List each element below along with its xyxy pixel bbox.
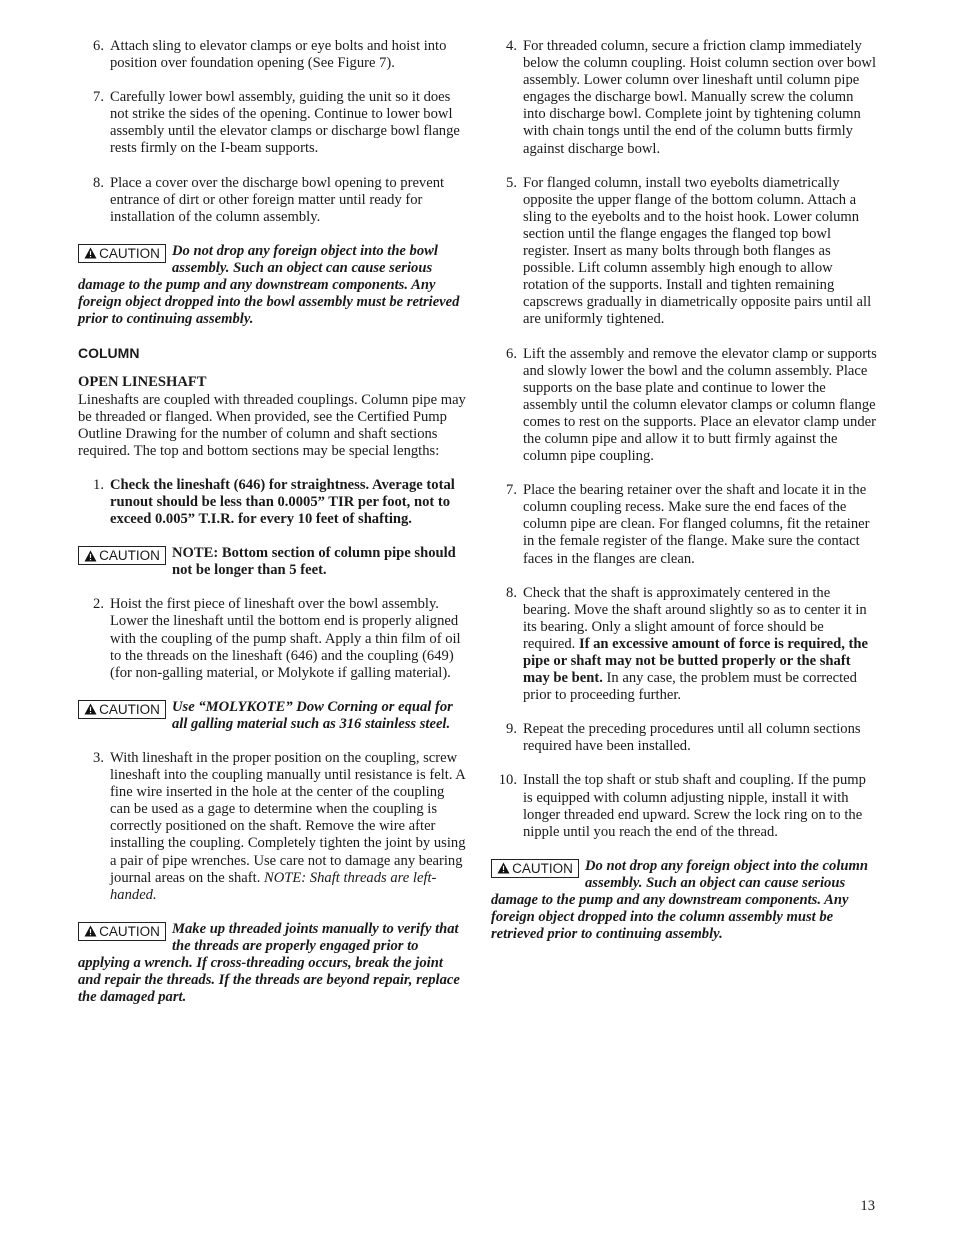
list-item <box>491 38 879 158</box>
subsection-heading: OPEN LINESHAFT <box>78 374 207 391</box>
list-item <box>78 38 466 72</box>
list-item <box>78 750 466 904</box>
caution-text: Use “MOLYKOTE” Dow Corning or equal for all galling material such as 316 stainless steel. <box>172 698 453 732</box>
warning-triangle-icon <box>84 550 97 562</box>
caution-notice <box>491 858 879 943</box>
warning-triangle-icon <box>497 862 510 874</box>
caution-label: CAUTION <box>99 923 160 939</box>
intro-paragraph: Lineshafts are coupled with threaded couplings. Column pipe may be threaded or flanged. When provided, see the Certified Pump Outline Drawing for the number of column and shaft sections required. The top and bottom sections may be special lengths: <box>78 391 466 459</box>
list-number: 6. <box>93 38 104 54</box>
left-column <box>78 38 466 1023</box>
caution-notice <box>78 243 466 328</box>
list-note: NOTE: Shaft threads are left-handed. <box>110 869 437 903</box>
warning-triangle-icon <box>84 703 97 715</box>
list-text: Install the top shaft or stub shaft and coupling. If the pump is equipped with column adjusting nipple, install it with longer threaded end upward. Screw the lock ring on to the nipple until you reach the end of the thread. <box>523 772 866 840</box>
list-text: In any case, the problem must be corrected prior to proceeding further. <box>523 670 857 704</box>
list-text: Repeat the preceding procedures until all column sections required have been installed. <box>523 721 861 755</box>
caution-text: Do not drop any foreign object into the bowl assembly. Such an object can cause serious damage to the pump and any downstream components. Any foreign object dropped into the bowl assembly must be retrieved prior to continuing assembly. <box>78 242 460 328</box>
list-text: With lineshaft in the proper position on the coupling, screw lineshaft into the coupling manually until resistance is felt. A fine wire inserted in the hole at the center of the coupling can be used as a gage to determine when the coupling is correctly positioned on the shaft. Remove the wire after installing the coupling. Completely tighten the joint by using a pair of pipe wrenches. Use care not to damage any bearing journal areas on the shaft. <box>110 750 466 886</box>
list-number: 8. <box>93 174 104 191</box>
list-item <box>491 721 879 755</box>
list-number: 8. <box>506 584 517 601</box>
list-item <box>78 477 466 528</box>
warning-triangle-icon <box>84 925 97 937</box>
caution-notice <box>78 699 466 733</box>
list-text: For threaded column, secure a friction clamp immediately below the column coupling. Hoist column section over bowl assembly. Lower column over lineshaft until column pipe engages the discharge bowl. Manually screw the column into discharge bowl. Complete joint by tightening column with chain tongs until the end of the column butts firmly against discharge bowl. <box>523 38 877 157</box>
list-item <box>78 596 466 681</box>
caution-badge <box>78 922 166 941</box>
list-number: 1. <box>93 476 104 493</box>
list-text: Hoist the first piece of lineshaft over the bowl assembly. Lower the lineshaft until the bottom end is properly aligned with the coupling of the pump shaft. Apply a thin film of oil to the threads on the lineshaft (646) and the coupling (649) (for non-galling material, or Molykote if galling material). <box>110 596 461 681</box>
list-item <box>491 482 879 567</box>
list-number: 5. <box>506 174 517 191</box>
list-text: Attach sling to elevator clamps or eye bolts and hoist into position over foundation opening (See Figure 7). <box>110 38 447 72</box>
right-column <box>491 38 879 960</box>
caution-label: CAUTION <box>99 245 160 261</box>
list-number: 4. <box>506 38 517 54</box>
list-text-emphasis: If an excessive amount of force is required, the pipe or shaft may not be butted properly or the shaft may be bent. <box>523 635 868 687</box>
list-item <box>491 585 879 705</box>
list-item <box>491 772 879 840</box>
warning-triangle-icon <box>84 247 97 259</box>
list-item <box>78 175 466 226</box>
caution-label: CAUTION <box>99 701 160 717</box>
caution-text: NOTE: Bottom section of column pipe should not be longer than 5 feet. <box>172 545 456 579</box>
list-text: Carefully lower bowl assembly, guiding the unit so it does not strike the sides of the opening. Continue to lower bowl assembly until the elevator clamps or discharge bowl flange rests firmly on the I-beam supports. <box>110 89 460 157</box>
list-text: Check that the shaft is approximately centered in the bearing. Move the shaft around slightly so as to center it in its bearing. Only a slight amount of force should be required. <box>523 584 867 652</box>
caution-badge <box>78 546 166 565</box>
list-number: 7. <box>506 482 517 499</box>
caution-label: CAUTION <box>99 547 160 563</box>
list-number: 3. <box>93 750 104 766</box>
list-number: 2. <box>93 596 104 613</box>
list-number: 6. <box>506 345 517 362</box>
list-item <box>78 89 466 157</box>
section-title: COLUMN <box>78 345 140 362</box>
caution-text: Do not drop any foreign object into the column assembly. Such an object can cause serious damage to the pump and any downstream components. Any foreign object dropped into the column assembly must be retrieved prior to continuing assembly. <box>491 857 868 943</box>
list-number: 10. <box>498 772 517 789</box>
caution-badge <box>491 859 579 878</box>
list-item <box>491 346 879 466</box>
list-text: Lift the assembly and remove the elevator clamp or supports and slowly lower the bowl and the column assembly. Place supports on the base plate and continue to lower the assembly until the column elevator clamps or column flange comes to rest on the supports. Place an elevator clamp under the column pipe and allow it to butt firmly against the column pipe coupling. <box>523 345 877 465</box>
list-item <box>491 175 879 329</box>
caution-text: Make up threaded joints manually to verify that the threads are properly engaged prior to applying a wrench. If cross-threading occurs, break the joint and repair the threads. If the threads are beyond repair, replace the damaged part. <box>78 920 460 1006</box>
caution-badge <box>78 244 166 263</box>
list-text: Check the lineshaft (646) for straightness. Average total runout should be less than 0.0005” TIR per foot, not to exceed 0.005” T.I.R. for every 10 feet of shafting. <box>110 476 455 528</box>
caution-notice <box>78 545 466 579</box>
list-text: Place a cover over the discharge bowl opening to prevent entrance of dirt or other foreign matter until ready for installation of the column assembly. <box>110 174 445 225</box>
caution-label: CAUTION <box>512 860 573 876</box>
list-text: For flanged column, install two eyebolts diametrically opposite the upper flange of the bottom column. Attach a sling to the eyebolts and to the hoist hook. Lower column section until the flange engages the flanged top bowl register. Insert as many bolts through both flanges as possible. Lift column assembly high enough to allow rotation of the supports. Install and tighten remaining capscrews gradually in diametrically opposite pairs until all are uniformly tightened. <box>523 174 872 328</box>
list-text: Place the bearing retainer over the shaft and locate it in the column coupling recess. Make sure the end faces of the column pipe are clean. For flanged columns, fit the retainer in the female register of the flange. Make sure the contact faces in the flanges are clean. <box>523 482 870 567</box>
page-number: 13 <box>860 1198 875 1214</box>
caution-notice <box>78 921 466 1006</box>
list-number: 7. <box>93 89 104 106</box>
caution-badge <box>78 700 166 719</box>
list-number: 9. <box>506 721 517 738</box>
